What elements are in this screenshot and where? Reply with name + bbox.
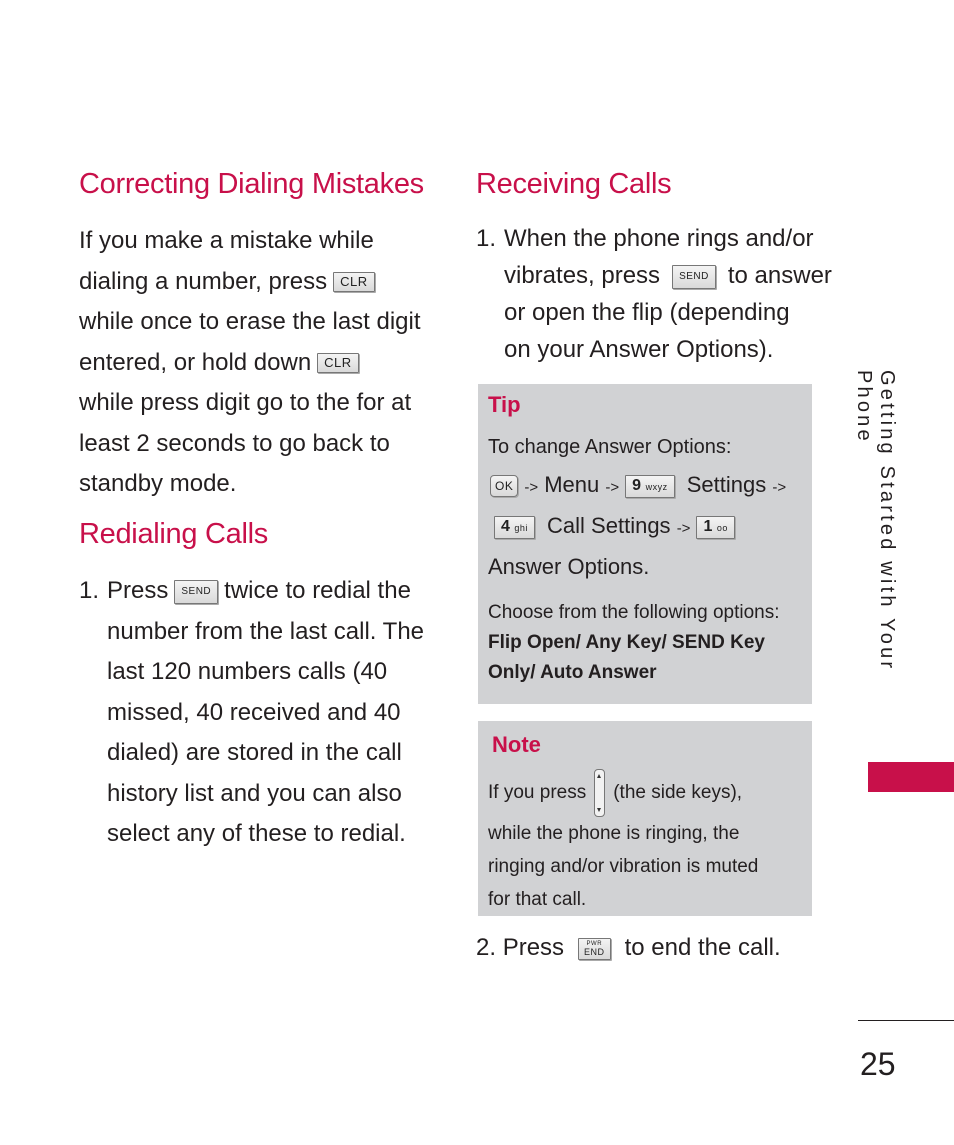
text-line: while once to erase the last digit [79,308,421,335]
text-line: select any of these to redial. [107,820,406,847]
text-line: number from the last call. The [107,617,425,645]
tip-answer-options: Answer Options. [488,554,650,579]
send-key-icon: SEND [672,265,716,289]
page-number: 25 [860,1046,896,1082]
text-line: least 2 seconds to go back to [79,429,390,457]
text-line: for that call. [488,889,587,910]
tip-options-line-2: Only/ Auto Answer [488,662,657,683]
tip-path-line-1: OK -> Menu -> 9 wxyz Settings -> [488,472,786,498]
clr-key-icon: CLR [333,272,375,292]
end-power-key-icon: PWR END [578,938,611,960]
receiving-step-1 [476,220,836,368]
step-number: 1. [79,577,100,604]
send-key-icon: SEND [174,580,218,604]
text-line: while press digit go to the for at [79,389,412,416]
correcting-paragraph [79,221,439,505]
note-box [478,721,812,916]
tip-box [478,384,812,704]
text-line: entered, or hold down CLR [79,343,439,384]
step-number: 2. [476,934,497,961]
text-line: or open the flip (depending [504,299,790,326]
note-title: Note [492,732,541,757]
step-number: 1. [476,225,497,252]
text-line: vibrates, press SEND to answer [504,262,832,289]
text-line: history list and you can also [107,779,402,807]
settings-label: Settings [686,472,767,497]
tip-intro: To change Answer Options: [488,436,732,458]
text-line: ringing and/or vibration is muted [488,856,759,877]
text-line: missed, 40 received and 40 [107,698,401,726]
text-line: Press SEND twice to redial the [107,577,411,604]
tip-options-line-1: Flip Open/ Any Key/ SEND Key [488,632,765,653]
ok-key-icon: OK [490,475,518,497]
tip-path-line-2: 4 ghi Call Settings -> 1 oo [488,513,741,539]
redialing-step-1 [79,571,439,855]
text-line: on your Answer Options). [504,336,774,363]
text-line: while the phone is ringing, the [488,823,740,844]
key-9-icon: 9 wxyz [625,475,674,498]
tip-choose: Choose from the following options: [488,602,780,623]
text-line: standby mode. [79,470,237,497]
text-line: When the phone rings and/or [504,225,814,252]
text-line: If you press (the side keys), [488,769,808,817]
footer-rule [858,1020,954,1021]
heading-receiving-calls: Receiving Calls [476,168,672,200]
heading-correcting-dialing-mistakes: Correcting Dialing Mistakes [79,168,424,200]
receiving-step-2: 2. Press PWR END to end the call. [476,934,781,961]
text-line: last 120 numbers calls (40 [107,658,388,685]
heading-redialing-calls: Redialing Calls [79,518,268,550]
note-text [488,769,808,916]
clr-key-icon: CLR [317,353,359,373]
key-4-icon: 4 ghi [494,516,535,539]
key-1-voicemail-icon: 1 oo [696,516,734,539]
text-line: If you make a mistake while [79,227,374,254]
menu-label: Menu [544,472,600,497]
side-volume-keys-icon [594,769,605,817]
section-side-label: Getting Started with Your Phone [853,370,898,672]
section-tab-marker [868,762,954,792]
call-settings-label: Call Settings [547,513,671,538]
text-line: dialed) are stored in the call [107,739,402,766]
text-line: dialing a number, press CLR [79,262,439,303]
tip-title: Tip [488,392,521,417]
